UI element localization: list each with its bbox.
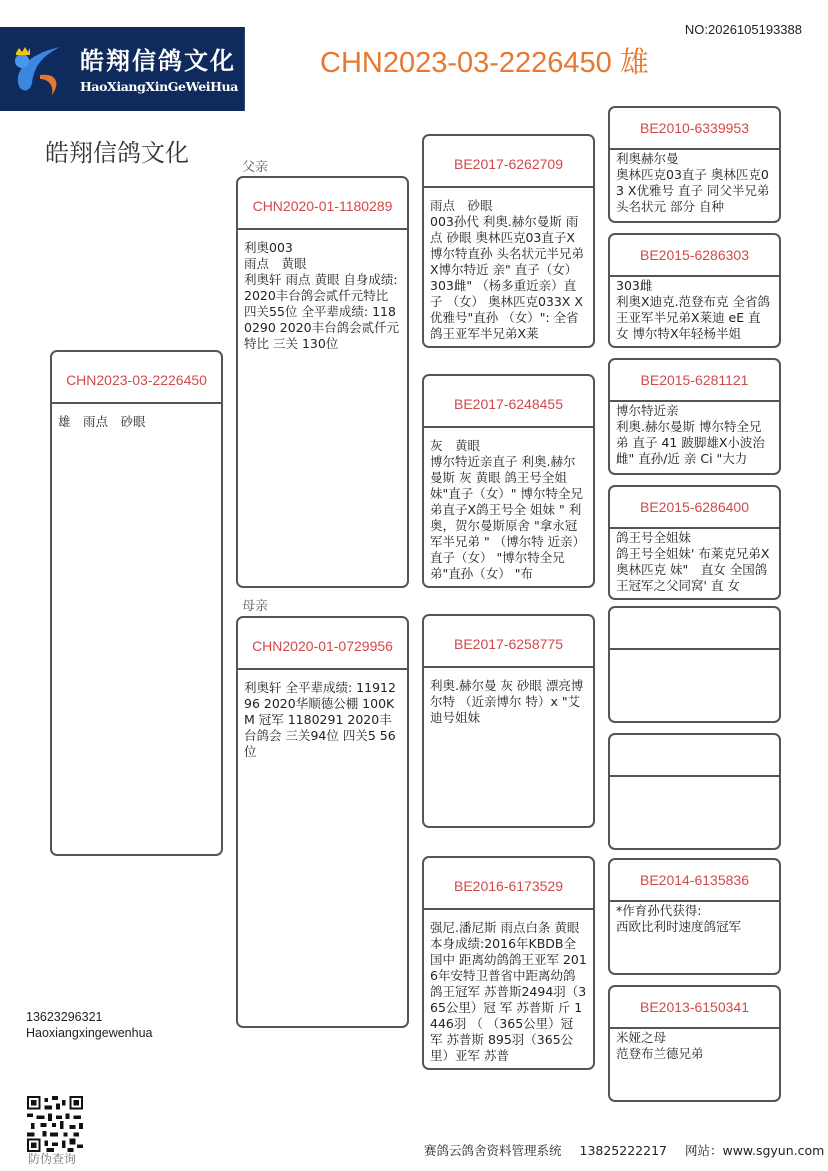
pigeon-notes: 鸽王号全姐妹 鸽王号全姐妹' 布莱克兄弟X奥林匹克 妹" 直女 全国鸽王冠军之父同窝' 直 女 [616,530,770,593]
pedigree-box-gen4-7[interactable] [608,858,781,975]
pigeon-notes [610,777,779,848]
ring-number [610,735,779,777]
footer [424,1141,828,1159]
ring-number: CHN2023-03-2226450 [52,352,221,404]
ring-number: CHN2020-01-1180289 [238,178,407,230]
ring-number: BE2016-6173529 [424,858,593,910]
pedigree-box-gen4-8[interactable] [608,985,781,1102]
logo-text-cn: 皓翔信鸽文化 [80,47,236,75]
pigeon-notes [610,650,779,721]
pedigree-box-sire-sire[interactable] [422,134,595,348]
contact-name: Haoxiangxingewenhua [26,1026,153,1040]
contact-info [26,1009,152,1041]
pedigree-box-sire-dam[interactable] [422,374,595,588]
qr-caption: 防伪查询 [28,1152,77,1166]
ring-number: BE2015-6286303 [610,235,779,277]
dam-label: 母亲 [242,599,269,614]
loft-name: 皓翔信鸽文化 [45,139,189,167]
ring-number: BE2017-6262709 [424,136,593,188]
pedigree-box-dam-dam[interactable] [422,856,595,1070]
pigeon-notes: 博尔特近亲 利奥.赫尔曼斯 博尔特全兄弟 直子 41 跛脚雄X小波治雌" 直孙/近 亲 Ci "大力 [616,403,765,466]
pigeon-notes: 利奥轩 全平辈成绩: 1191296 2020华顺德公棚 100KM 冠军 1180291 2020丰台鸽会 三关94位 四关5 56位 [244,680,396,759]
pedigree-box-dam[interactable] [236,616,409,1028]
ring-number [610,608,779,650]
pigeon-notes: 雨点 砂眼 003孙代 利奥.赫尔曼斯 雨点 砂眼 奥林匹克03直子X博尔特直孙 头名状元半兄弟X博尔特近 亲" 直子（女） 303雌" （杨多重近亲）直子 （女） 奥林匹克033X X优雅号"直孙 （女）": 全省鸽王亚军半兄弟X莱 [430,198,584,341]
pedigree-box-subject[interactable] [50,350,223,856]
pigeon-notes: 利奥003 雨点 黄眼 利奥轩 雨点 黄眼 自身成绩: 2020丰台鸽会贰仟元特比 四关55位 全平辈成绩: 1180290 2020丰台鸽会贰仟元特比 三关 130位 [244,240,400,351]
footer-website[interactable]: 网站：www.sgyun.com [684,1143,825,1158]
ring-number: BE2017-6248455 [424,376,593,428]
pigeon-notes: 利奥赫尔曼 奥林匹克03直子 奥林匹克03 X优雅号 直子 同父半兄弟 头名状元 部分 自种 [616,151,770,214]
ring-number: BE2014-6135836 [610,860,779,902]
pedigree-box-sire[interactable] [236,176,409,588]
ring-number: BE2015-6281121 [610,360,779,402]
ring-number: BE2013-6150341 [610,987,779,1029]
footer-system-name: 赛鸽云鸽舍资料管理系统 [424,1143,562,1158]
logo-text-en: HaoXiangXinGeWeiHua [80,79,238,94]
pedigree-box-gen4-3[interactable] [608,358,781,475]
serial-number: NO:2026105193388 [684,22,802,37]
pedigree-box-gen4-1[interactable] [608,106,781,223]
ring-number: BE2015-6286400 [610,487,779,529]
pigeon-notes: 303雌 利奥X迪克.范登布克 全省鸽王亚军半兄弟X莱迪 eE 直女 博尔特X年轻杨半姐 [616,278,771,341]
page-title: CHN2023-03-2226450 雄 [320,47,649,79]
contact-phone: 13623296321 [26,1010,103,1024]
pedigree-box-gen4-2[interactable] [608,233,781,348]
pigeon-logo-icon [10,39,72,101]
footer-phone: 13825222217 [579,1143,667,1158]
pigeon-notes: 强尼.潘尼斯 雨点白条 黄眼 本身成绩:2016年KBDB全国中 距离幼鸽鸽王亚军 2016年安特卫普省中距离幼鸽 鸽王冠军 苏普斯2494羽（365公里）冠 军 苏普斯 斤 1446羽 （ （365公里）冠 军 苏普斯 895羽（365公里）亚军 苏普 [430,920,587,1063]
sire-label: 父亲 [242,160,269,175]
pedigree-box-gen4-4[interactable] [608,485,781,600]
qr-code-icon[interactable] [26,1096,84,1152]
pigeon-notes: *作育孙代获得: 西欧比利时速度鸽冠军 [616,903,742,934]
ring-number: BE2017-6258775 [424,616,593,668]
brand-logo [0,27,245,111]
pedigree-box-gen4-5[interactable] [608,606,781,723]
pedigree-box-dam-sire[interactable] [422,614,595,828]
ring-number: CHN2020-01-0729956 [238,618,407,670]
ring-number: BE2010-6339953 [610,108,779,150]
pigeon-notes: 利奥.赫尔曼 灰 砂眼 漂亮博尔特 （近亲博尔 特）x "艾迪号姐妹 [430,678,584,725]
pedigree-box-gen4-6[interactable] [608,733,781,850]
pigeon-notes: 雄 雨点 砂眼 [58,414,146,429]
pigeon-notes: 米娅之母 范登布兰德兄弟 [616,1030,704,1061]
pigeon-notes: 灰 黄眼 博尔特近亲直子 利奥.赫尔曼斯 灰 黄眼 鸽王号全姐妹"直子（女）" 博尔特全兄弟直子X鸽王号全 姐妹 " 利奥，贺尔曼斯原舍 "拿永冠军半兄弟 " （博尔特 近亲）直子（女） "博尔特全兄弟"直孙（女） "布 [430,438,586,581]
